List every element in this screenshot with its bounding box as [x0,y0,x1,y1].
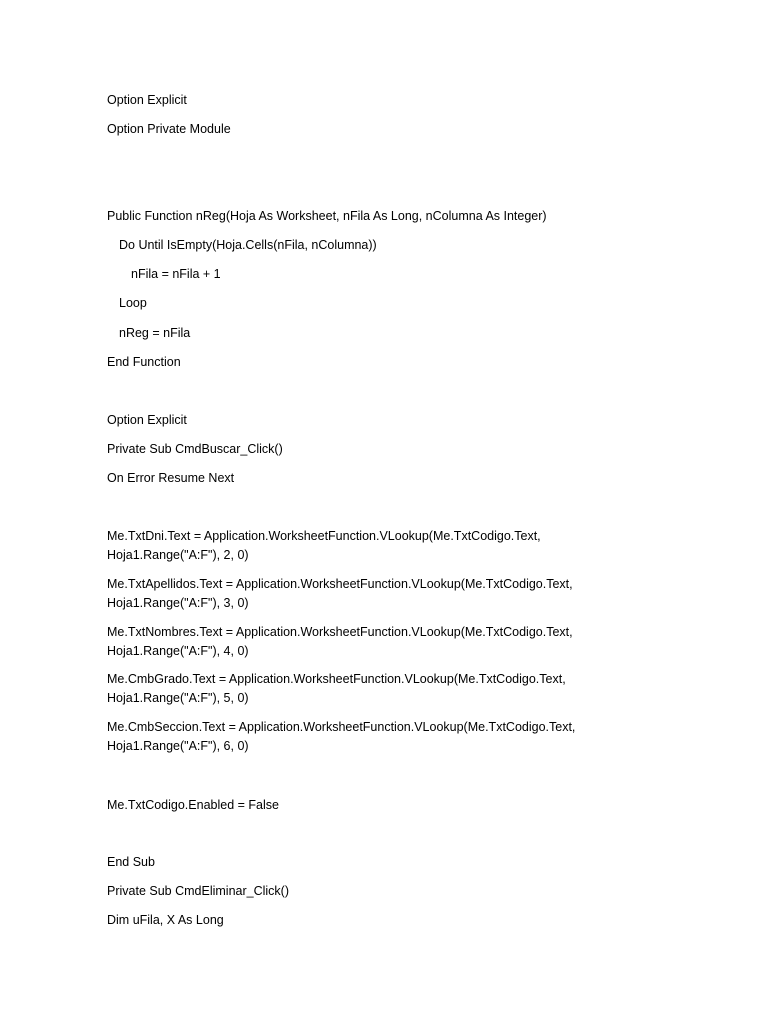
code-line: Hoja1.Range("A:F"), 4, 0) [107,644,249,658]
code-line: Me.TxtNombres.Text = Application.WorksheetFunction.VLookup(Me.TxtCodigo.Text, [107,625,573,639]
code-line: Dim uFila, X As Long [107,913,224,927]
code-line: End Function [107,355,181,369]
code-line: Option Explicit [107,413,187,427]
code-line: Private Sub CmdBuscar_Click() [107,442,283,456]
code-line: nReg = nFila [119,326,191,340]
code-line: Me.TxtApellidos.Text = Application.WorksheetFunction.VLookup(Me.TxtCodigo.Text, [107,577,573,591]
code-line: Me.TxtCodigo.Enabled = False [107,798,279,812]
code-line: Hoja1.Range("A:F"), 2, 0) [107,548,249,562]
code-line: Private Sub CmdEliminar_Click() [107,884,289,898]
code-line: Loop [119,296,147,310]
code-line: Hoja1.Range("A:F"), 3, 0) [107,596,249,610]
code-line: Me.TxtDni.Text = Application.WorksheetFunction.VLookup(Me.TxtCodigo.Text, [107,529,541,543]
code-line: nFila = nFila + 1 [131,267,221,281]
code-line: On Error Resume Next [107,471,235,485]
code-line: Me.CmbSeccion.Text = Application.WorksheetFunction.VLookup(Me.TxtCodigo.Text, [107,720,576,734]
code-line: Public Function nReg(Hoja As Worksheet, nFila As Long, nColumna As Integer) [107,209,547,223]
code-line: Do Until IsEmpty(Hoja.Cells(nFila, nColumna)) [119,238,377,252]
code-line: Option Explicit [107,93,187,107]
code-line: End Sub [107,855,155,869]
code-line: Option Private Module [107,122,231,136]
code-line: Hoja1.Range("A:F"), 5, 0) [107,691,249,705]
code-line: Me.CmbGrado.Text = Application.WorksheetFunction.VLookup(Me.TxtCodigo.Text, [107,672,566,686]
code-line: Hoja1.Range("A:F"), 6, 0) [107,739,249,753]
